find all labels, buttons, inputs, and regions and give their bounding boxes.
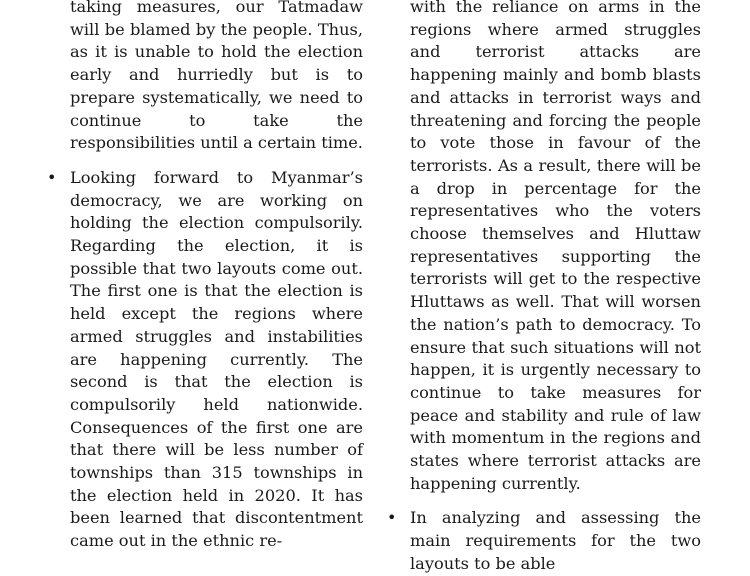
- paragraph-continuation: taking measures, our Tatmadaw will be blamed by the people. Thus, as it is unable to hold the election early and hurriedly but is to prepare systematically, we need to continue to take the responsibilities until a certain time.: [70, 0, 363, 153]
- left-column: [47, 0, 363, 553]
- right-column: [387, 0, 701, 576]
- paragraph-continuation: with the reliance on arms in the regions where armed struggles and terrorist attacks are happening mainly and bomb blasts and attacks in terrorist ways and threatening and forcing the people to vote those in favour of the terrorists. As a result, there will be a drop in percentage for the representatives who the voters choose themselves and Hluttaw representatives supporting the terrorists will get to the respective Hluttaws as well. That will worsen the nation’s path to democracy. To ensure that such situations will not happen, it is urgently necessary to continue to take measures for peace and stability and rule of law with momentum in the regions and states where terrorist attacks are happening currently.: [410, 0, 701, 493]
- bullet-icon: •: [387, 508, 397, 528]
- bullet-paragraph: [47, 167, 363, 553]
- bullet-paragraph-text: Looking forward to Myanmar’s democracy, we are working on holding the election compulsorily. Regarding the election, it is possible that two layouts come out. The first one is that the election is held except the regions where armed struggles and instabilities are happening currently. The second is that the election is compulsorily held nationwide. Consequences of the first one are that there will be less number of townships than 315 townships in the election held in 2020. It has been learned that discontentment came out in the ethnic re-: [70, 167, 363, 551]
- bullet-paragraph-text: In analyzing and assessing the main requirements for the two layouts to be able: [410, 508, 701, 573]
- bullet-paragraph: [387, 507, 701, 575]
- bullet-icon: •: [47, 167, 57, 187]
